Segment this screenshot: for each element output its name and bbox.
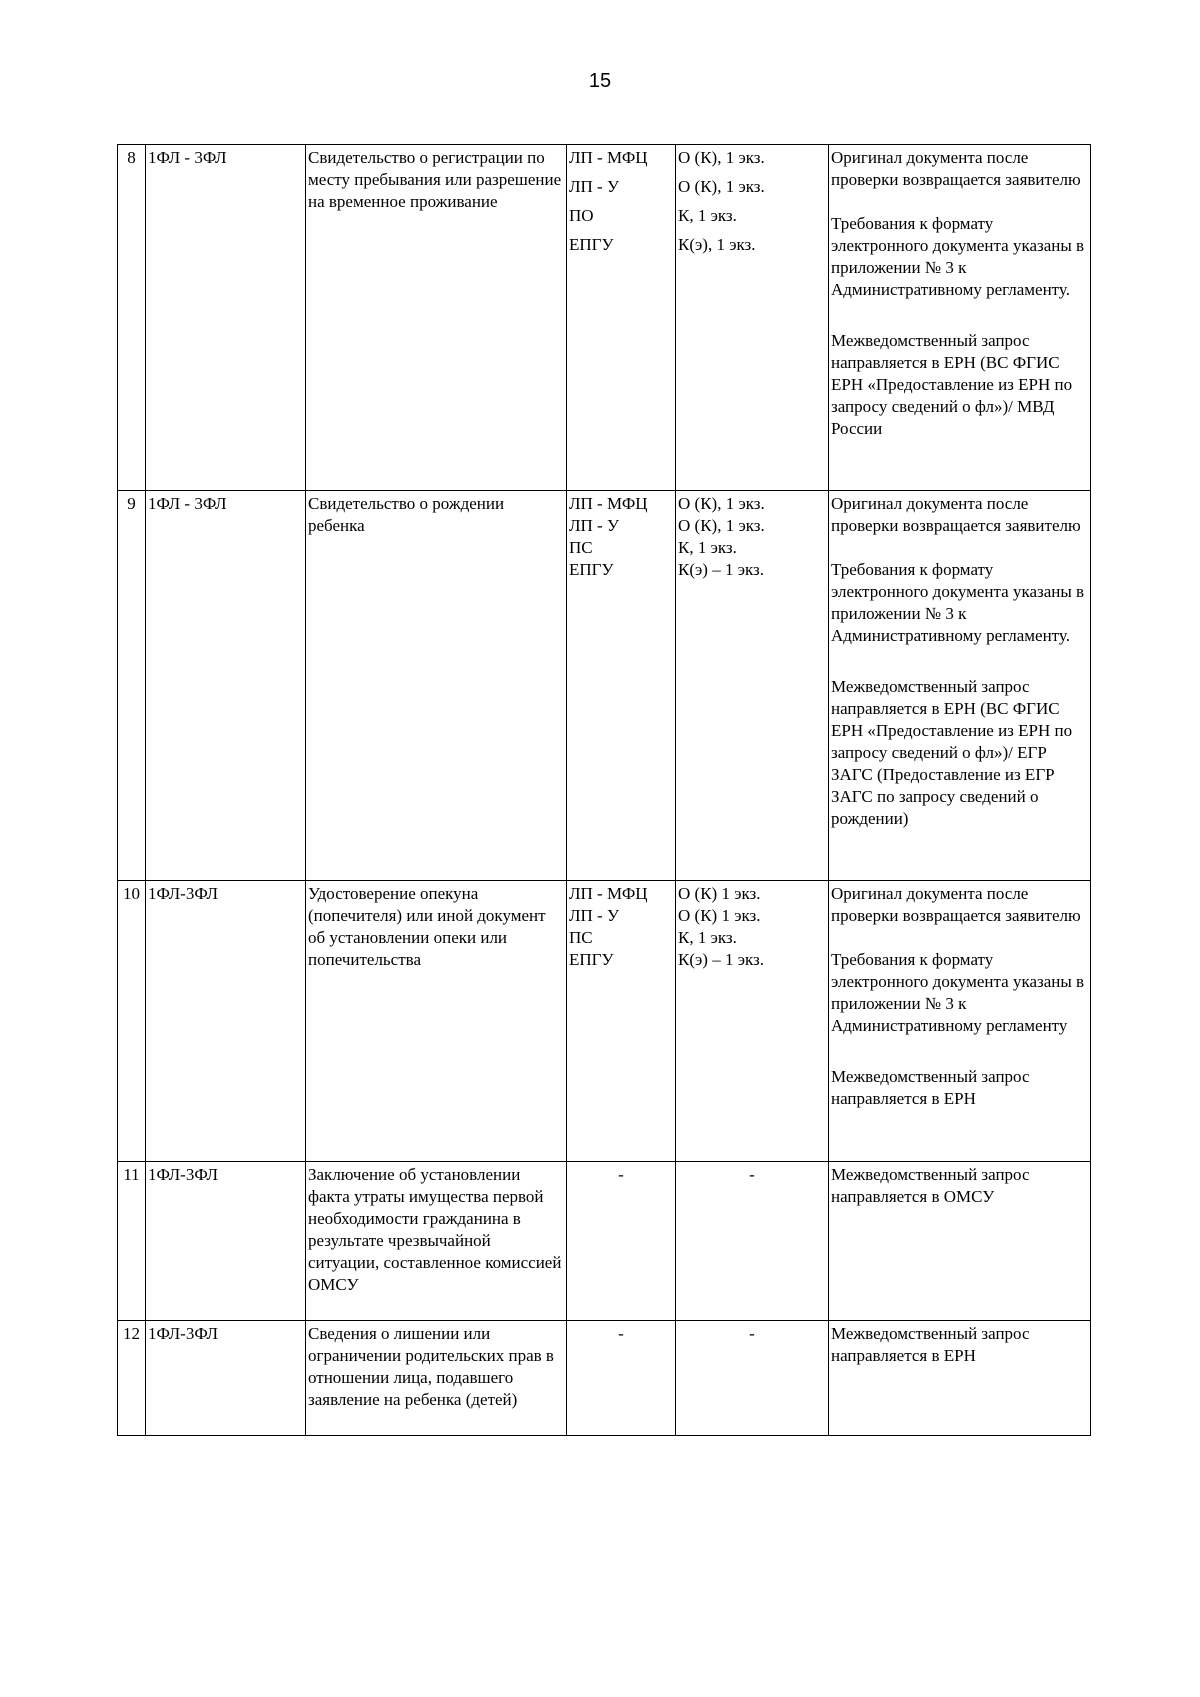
channel-item: ЕПГУ bbox=[569, 560, 614, 579]
document-cell: Свидетельство о рождении ребенка bbox=[306, 491, 567, 881]
form-item: О (К), 1 экз. bbox=[678, 494, 765, 513]
note-paragraph: Оригинал документа после проверки возвращается заявителю bbox=[831, 148, 1081, 189]
table-row bbox=[118, 881, 1091, 1162]
form-item: К, 1 экз. bbox=[678, 206, 737, 225]
channel-item: ЕПГУ bbox=[569, 235, 614, 254]
form-item: О (К), 1 экз. bbox=[678, 148, 765, 167]
applicants-cell: 1ФЛ - 3ФЛ bbox=[146, 145, 306, 491]
note-paragraph: Требования к формату электронного документа указаны в приложении № 3 к Административному регламенту. bbox=[831, 214, 1085, 299]
note-paragraph: Требования к формату электронного документа указаны в приложении № 3 к Административному регламенту bbox=[831, 950, 1085, 1035]
document-cell: Свидетельство о регистрации по месту пребывания или разрешение на временное проживание bbox=[306, 145, 567, 491]
channels-cell bbox=[567, 491, 676, 881]
documents-table bbox=[117, 144, 1091, 1436]
channel-item: ПС bbox=[569, 928, 593, 947]
forms-cell bbox=[676, 1162, 829, 1321]
row-number: 11 bbox=[118, 1162, 146, 1321]
forms-cell bbox=[676, 491, 829, 881]
form-item: О (К), 1 экз. bbox=[678, 516, 765, 535]
form-item: К, 1 экз. bbox=[678, 538, 737, 557]
form-item: - bbox=[749, 1324, 755, 1343]
document-cell: Заключение об установлении факта утраты имущества первой необходимости гражданина в результате чрезвычайной ситуации, составленное комиссией ОМСУ bbox=[306, 1162, 567, 1321]
notes-cell bbox=[829, 1162, 1091, 1321]
form-item: К(э) – 1 экз. bbox=[678, 950, 765, 969]
form-item: К(э) – 1 экз. bbox=[678, 560, 765, 579]
applicants-cell: 1ФЛ-3ФЛ bbox=[146, 1162, 306, 1321]
page-number: 15 bbox=[588, 70, 612, 92]
row-number: 10 bbox=[118, 881, 146, 1162]
channel-item: ЛП - У bbox=[569, 177, 620, 196]
row-number: 12 bbox=[118, 1321, 146, 1436]
note-paragraph: Оригинал документа после проверки возвращается заявителю bbox=[831, 884, 1081, 925]
channel-item: - bbox=[618, 1165, 624, 1184]
applicants-cell: 1ФЛ-3ФЛ bbox=[146, 881, 306, 1162]
forms-cell bbox=[676, 881, 829, 1162]
channel-item: ЕПГУ bbox=[569, 950, 614, 969]
channel-item: ЛП - МФЦ bbox=[569, 884, 648, 903]
note-paragraph: Межведомственный запрос направляется в ЕРН bbox=[831, 1067, 1030, 1108]
channel-item: - bbox=[618, 1324, 624, 1343]
table-row bbox=[118, 1321, 1091, 1436]
channel-item: ПО bbox=[569, 206, 594, 225]
note-paragraph: Межведомственный запрос направляется в ЕРН (ВС ФГИС ЕРН «Предоставление из ЕРН по запросу сведений о фл»)/ МВД России bbox=[831, 331, 1073, 438]
form-item: О (К) 1 экз. bbox=[678, 906, 761, 925]
document-cell: Сведения о лишении или ограничении родительских прав в отношении лица, подавшего заявление на ребенка (детей) bbox=[306, 1321, 567, 1436]
channels-cell bbox=[567, 1321, 676, 1436]
notes-cell bbox=[829, 491, 1091, 881]
notes-cell bbox=[829, 881, 1091, 1162]
channels-cell bbox=[567, 145, 676, 491]
form-item: О (К), 1 экз. bbox=[678, 177, 765, 196]
form-item: К, 1 экз. bbox=[678, 928, 737, 947]
note-paragraph: Требования к формату электронного документа указаны в приложении № 3 к Административному регламенту. bbox=[831, 560, 1085, 645]
form-item: О (К) 1 экз. bbox=[678, 884, 761, 903]
applicants-cell: 1ФЛ - 3ФЛ bbox=[146, 491, 306, 881]
notes-cell bbox=[829, 145, 1091, 491]
table-row bbox=[118, 491, 1091, 881]
channel-item: ПС bbox=[569, 538, 593, 557]
note-paragraph: Межведомственный запрос направляется в ЕРН bbox=[831, 1324, 1030, 1365]
forms-cell bbox=[676, 145, 829, 491]
notes-cell bbox=[829, 1321, 1091, 1436]
channel-item: ЛП - МФЦ bbox=[569, 148, 648, 167]
note-paragraph: Межведомственный запрос направляется в ОМСУ bbox=[831, 1165, 1030, 1206]
channels-cell bbox=[567, 881, 676, 1162]
channel-item: ЛП - У bbox=[569, 516, 620, 535]
row-number: 8 bbox=[118, 145, 146, 491]
table-row bbox=[118, 1162, 1091, 1321]
document-cell: Удостоверение опекуна (попечителя) или иной документ об установлении опеки или попечительства bbox=[306, 881, 567, 1162]
channels-cell bbox=[567, 1162, 676, 1321]
channel-item: ЛП - МФЦ bbox=[569, 494, 648, 513]
note-paragraph: Межведомственный запрос направляется в ЕРН (ВС ФГИС ЕРН «Предоставление из ЕРН по запросу сведений о фл»)/ ЕГР ЗАГС (Предоставление из ЕГР ЗАГС по запросу сведений о рождении) bbox=[831, 677, 1073, 828]
forms-cell bbox=[676, 1321, 829, 1436]
form-item: К(э), 1 экз. bbox=[678, 235, 756, 254]
table-row bbox=[118, 145, 1091, 491]
channel-item: ЛП - У bbox=[569, 906, 620, 925]
row-number: 9 bbox=[118, 491, 146, 881]
note-paragraph: Оригинал документа после проверки возвращается заявителю bbox=[831, 494, 1081, 535]
form-item: - bbox=[749, 1165, 755, 1184]
applicants-cell: 1ФЛ-3ФЛ bbox=[146, 1321, 306, 1436]
